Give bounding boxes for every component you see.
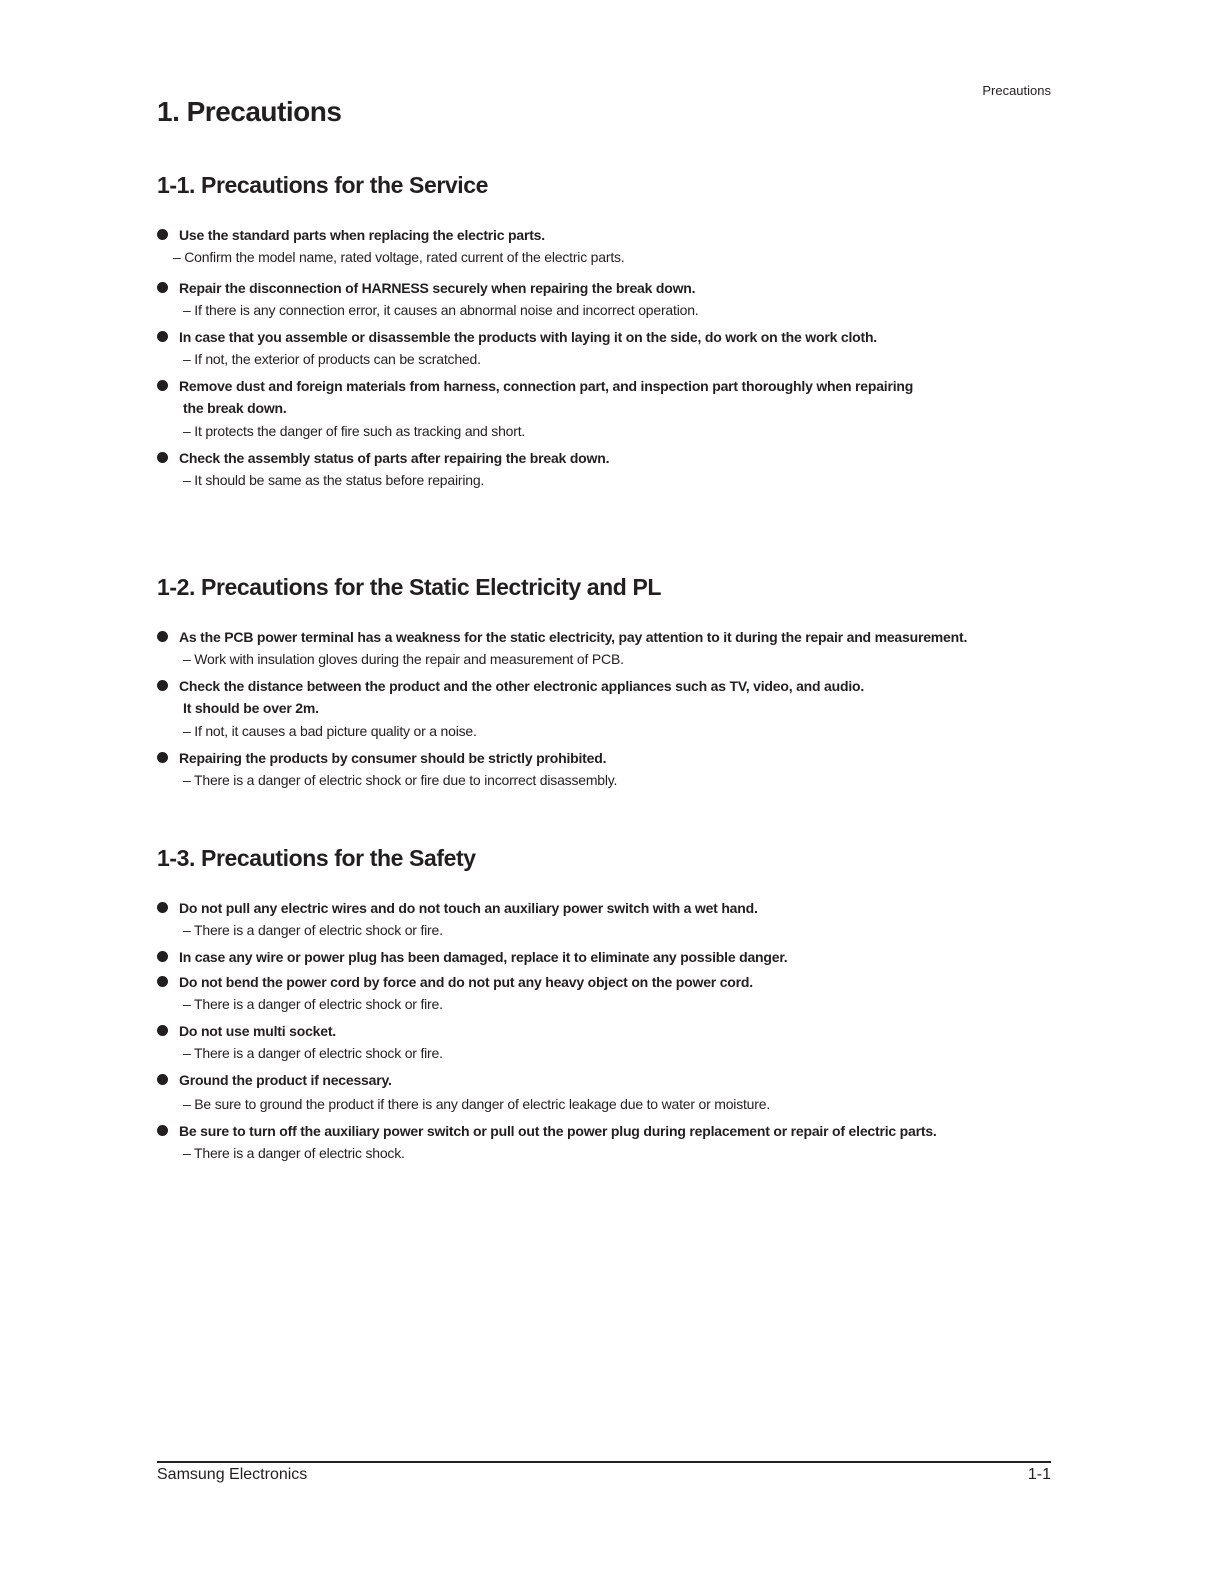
bullet-icon [157,951,168,962]
item-text: Ground the product if necessary. [179,1072,392,1088]
bullet-icon [157,976,168,987]
item-note: – Confirm the model name, rated voltage, rated current of the electric parts. [173,249,625,265]
bullet-icon [157,229,168,240]
item-note: – There is a danger of electric shock or fire. [183,922,443,938]
footer-divider [157,1461,1051,1463]
item-text: Check the distance between the product and the other electronic appliances such as TV, video, and audio. [179,678,865,694]
bullet-icon [157,1125,168,1136]
section-title: 1-1. Precautions for the Service [157,172,489,198]
item-note: – If there is any connection error, it causes an abnormal noise and incorrect operation. [183,302,699,318]
item-note: – It protects the danger of fire such as tracking and short. [183,423,526,439]
list-item [157,375,1057,442]
list-item [157,897,1057,941]
bullet-icon [157,380,168,391]
item-text: Use the standard parts when replacing the electric parts. [179,227,545,243]
item-note: – There is a danger of electric shock or fire. [183,996,443,1012]
list-item [157,224,1057,268]
running-header: Precautions [982,83,1051,98]
section-static-electricity [157,572,1057,791]
item-text: In case any wire or power plug has been damaged, replace it to eliminate any possible danger. [179,949,788,965]
footer-company: Samsung Electronics [157,1466,308,1483]
list-item [157,946,1057,968]
item-text: As the PCB power terminal has a weakness for the static electricity, pay attention to it during the repair and measurement. [179,629,968,645]
item-text-continued: It should be over 2m. [183,700,319,716]
list-item [157,971,1057,1015]
item-text: Do not pull any electric wires and do not touch an auxiliary power switch with a wet hand. [179,900,758,916]
list-item [157,747,1057,791]
precaution-list [157,626,1057,791]
item-text: Do not bend the power cord by force and do not put any heavy object on the power cord. [179,974,753,990]
item-note: – If not, it causes a bad picture quality or a noise. [183,723,477,739]
item-text: Check the assembly status of parts after repairing the break down. [179,450,610,466]
list-item [157,1020,1057,1064]
item-text: Repairing the products by consumer should be strictly prohibited. [179,750,607,766]
list-item [157,326,1057,370]
item-text: Do not use multi socket. [179,1023,336,1039]
list-item [157,1120,1057,1164]
bullet-icon [157,680,168,691]
item-text: Remove dust and foreign materials from harness, connection part, and inspection part thoroughly when repairing [179,378,914,394]
bullet-icon [157,452,168,463]
list-item [157,675,1057,742]
item-text: Be sure to turn off the auxiliary power switch or pull out the power plug during replacement or repair of electric parts. [179,1123,937,1139]
section-title: 1-3. Precautions for the Safety [157,845,476,871]
bullet-icon [157,282,168,293]
precaution-list [157,224,1057,491]
bullet-icon [157,1025,168,1036]
page-title: 1. Precautions [157,96,342,127]
bullet-icon [157,631,168,642]
list-item [157,626,1057,670]
item-note: – Work with insulation gloves during the repair and measurement of PCB. [183,651,624,667]
bullet-icon [157,902,168,913]
item-text: Repair the disconnection of HARNESS securely when repairing the break down. [179,280,696,296]
list-item [157,1069,1057,1115]
item-note: – It should be same as the status before repairing. [183,472,485,488]
bullet-icon [157,752,168,763]
precaution-list [157,897,1057,1164]
bullet-icon [157,1074,168,1085]
footer-page-number: 1-1 [1027,1466,1051,1483]
item-note: – There is a danger of electric shock or fire due to incorrect disassembly. [183,772,618,788]
section-service [157,170,1057,491]
item-note: – There is a danger of electric shock. [183,1145,405,1161]
section-safety [157,843,1057,1164]
item-text: In case that you assemble or disassemble the products with laying it on the side, do work on the work cloth. [179,329,877,345]
item-note: – There is a danger of electric shock or fire. [183,1045,443,1061]
bullet-icon [157,331,168,342]
item-text-continued: the break down. [183,400,287,416]
item-note: – Be sure to ground the product if there is any danger of electric leakage due to water or moisture. [183,1096,771,1112]
list-item [157,447,1057,491]
item-note: – If not, the exterior of products can be scratched. [183,351,481,367]
section-title: 1-2. Precautions for the Static Electricity and PL [157,574,662,600]
list-item [157,277,1057,321]
